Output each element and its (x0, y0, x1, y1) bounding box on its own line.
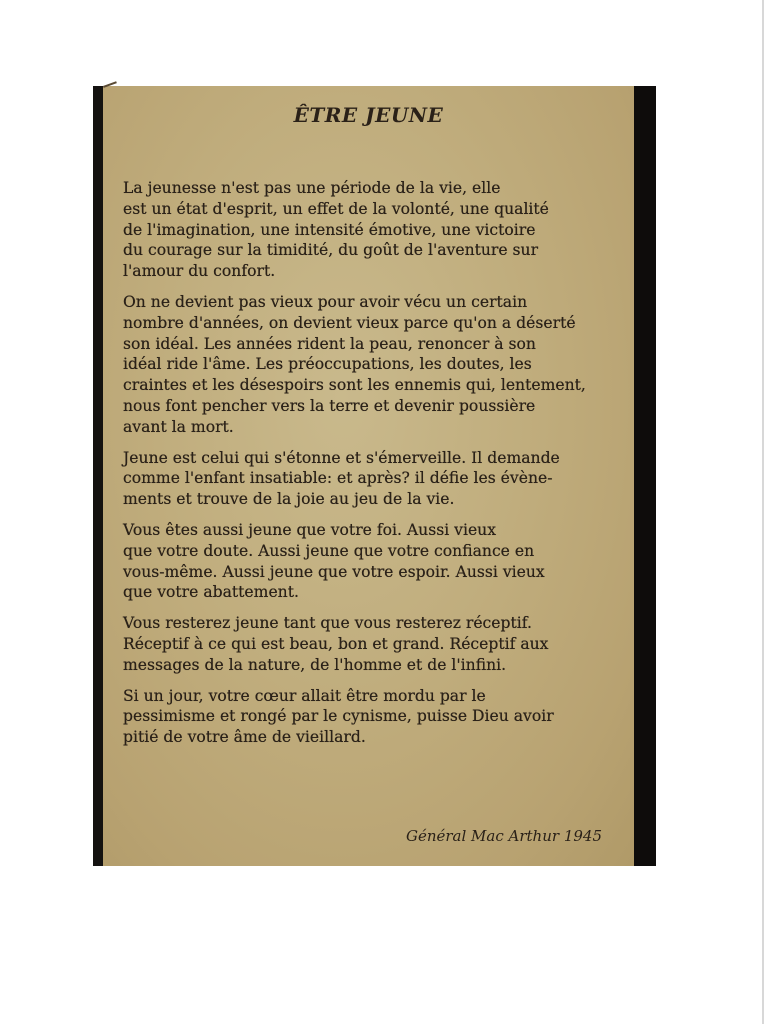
corner-fold-mark (103, 81, 117, 88)
document-title: ÊTRE JEUNE (293, 103, 444, 127)
scan-shadow-left (93, 86, 103, 866)
scan-shadow-right (634, 86, 656, 866)
paragraph-6: Si un jour, votre cœur allait être mordu par le pessimisme et rongé par le cynisme, puisse Dieu avoir pitié de votre âme de vieillard. (123, 686, 554, 747)
poem-body (123, 178, 618, 758)
paragraph-3: Jeune est celui qui s'étonne et s'émerveille. Il demande comme l'enfant insatiable: et après? il défie les évène- ments et trouve de la joie au jeu de la vie. (123, 448, 560, 509)
paragraph-1: La jeunesse n'est pas une période de la vie, elle est un état d'esprit, un effet de la volonté, une qualité de l'imagination, une intensité émotive, une victoire du courage sur la timidité, du goût de l'aventure sur l'amour du confort. (123, 179, 549, 281)
paragraph-5: Vous resterez jeune tant que vous resterez réceptif. Réceptif à ce qui est beau, bon et grand. Réceptif aux messages de la nature, de l'homme et de l'infini. (123, 614, 549, 674)
paragraph-2: On ne devient pas vieux pour avoir vécu un certain nombre d'années, on devient vieux parce qu'on a déserté son idéal. Les années rident la peau, renoncer à son idéal ride l'âme. Les préoccupations, les doutes, les craintes et les désespoirs sont les ennemis qui, lentement, nous font pencher vers la terre et devenir poussière avant la mort. (123, 292, 586, 436)
scan-edge-line (762, 0, 764, 1024)
paragraph-4: Vous êtes aussi jeune que votre foi. Aussi vieux que votre doute. Aussi jeune que votre confiance en vous-même. Aussi jeune que votre espoir. Aussi vieux que votre abattement. (123, 520, 545, 602)
author-signature: Général Mac Arthur 1945 (405, 827, 602, 845)
paper-sheet (103, 86, 634, 866)
